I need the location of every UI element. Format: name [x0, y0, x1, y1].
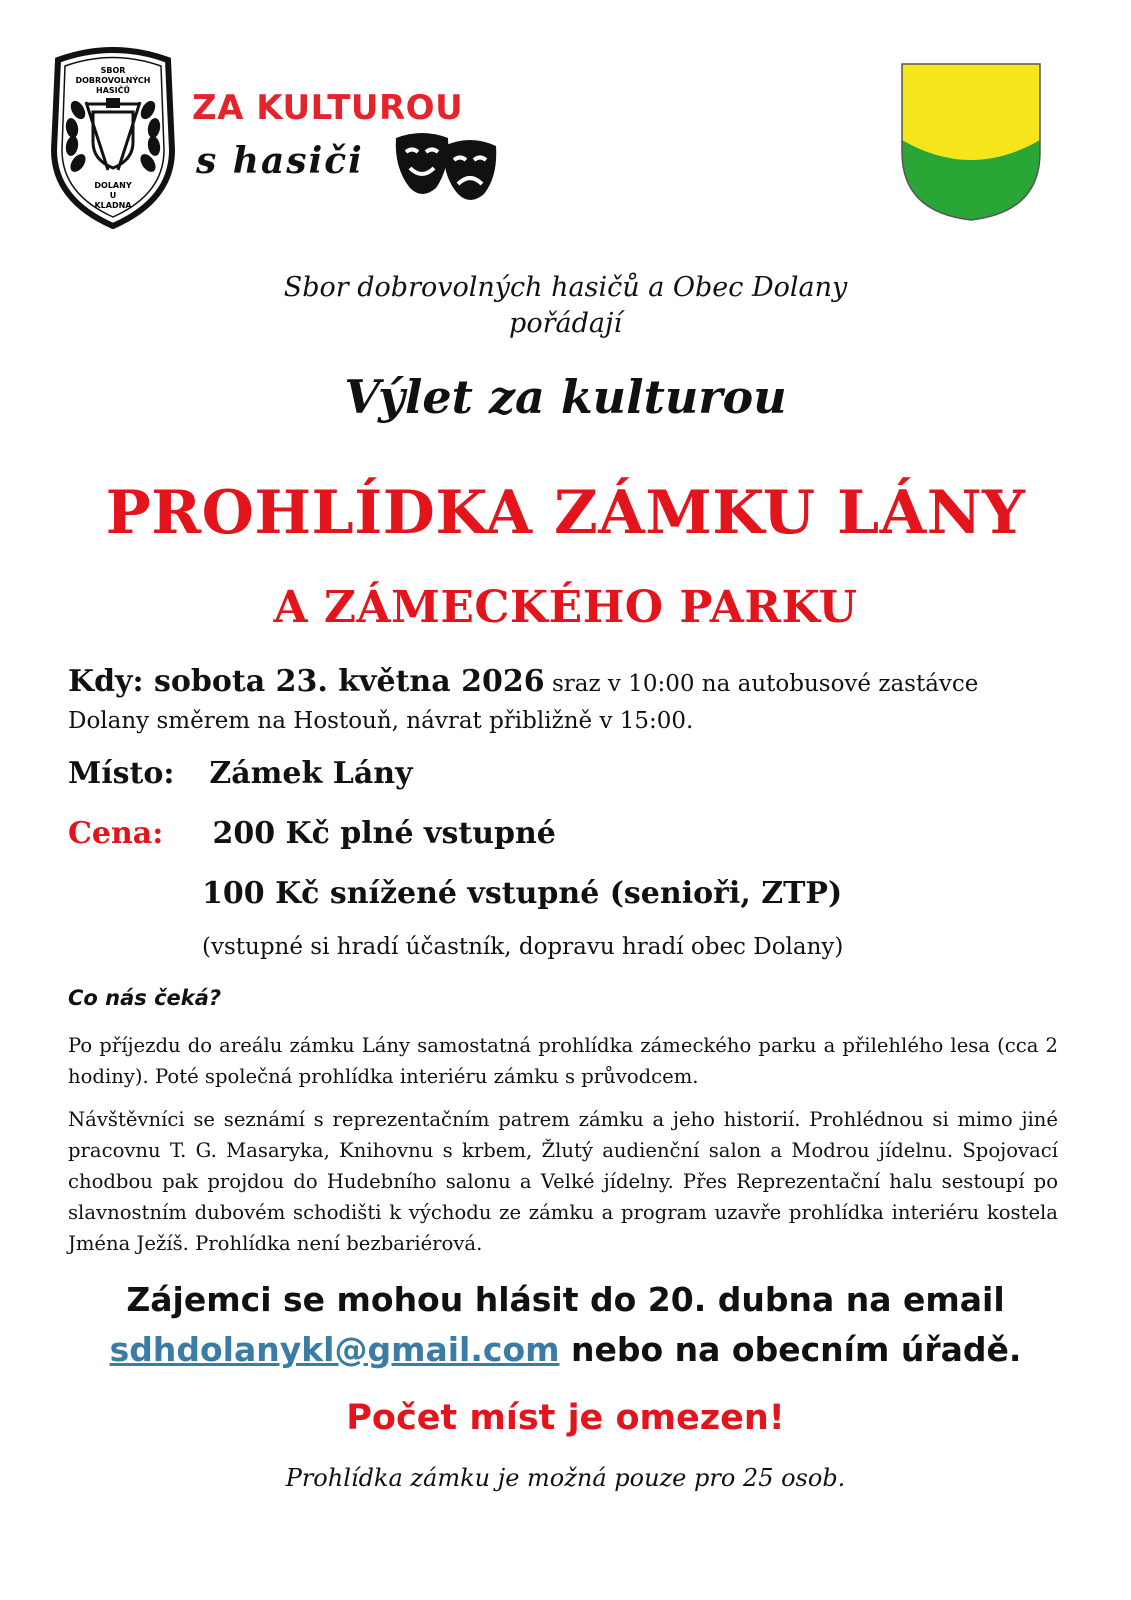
price-label: Cena:	[68, 816, 164, 851]
brand-subtitle: s hasiči	[196, 140, 364, 182]
fire-brigade-badge-logo	[48, 40, 178, 230]
organizers-names: Sbor dobrovolných hasičů a Obec Dolany	[283, 272, 848, 303]
program-paragraph-1: Po příjezdu do areálu zámku Lány samostatná prohlídka zámeckého parku a přilehlého lesa (cca 2 hodiny). Poté společná prohlídka interiéru zámku s průvodcem.	[68, 1034, 1058, 1088]
price-full: 200 Kč plné vstupné	[212, 816, 556, 851]
place-label: Místo:	[68, 756, 175, 791]
price-line	[68, 816, 556, 851]
badge-text-hasicu: HASIČŮ	[96, 86, 130, 95]
theatre-masks-icon	[392, 128, 500, 204]
when-line	[68, 664, 978, 699]
signup-line2	[0, 1330, 1131, 1369]
organizers-text	[0, 270, 1131, 342]
badge-text-dolany: DOLANY	[94, 181, 132, 190]
brand-title: ZA KULTUROU	[192, 88, 464, 128]
when-detail: sraz v 10:00 na autobusové zastávce	[551, 671, 979, 697]
price-note: (vstupné si hradí účastník, dopravu hradí obec Dolany)	[202, 934, 844, 960]
organizers-verb: pořádají	[509, 308, 622, 339]
event-title-line1: PROHLÍDKA ZÁMKU LÁNY	[105, 478, 1026, 548]
badge-text-dobrovolnych: DOBROVOLNÝCH	[75, 76, 151, 85]
expect-heading: Co nás čeká?	[68, 986, 222, 1010]
when-detail-line2: Dolany směrem na Hostouň, návrat přibližně v 15:00.	[68, 708, 694, 734]
signup-rest: nebo na obecním úřadě.	[559, 1330, 1022, 1369]
municipal-coat-of-arms	[900, 62, 1042, 222]
badge-text-kladna: KLADNA	[94, 201, 132, 210]
signup-email-link[interactable]: sdhdolanykl@gmail.com	[109, 1330, 560, 1369]
event-title-line2: A ZÁMECKÉHO PARKU	[273, 582, 858, 633]
signup-line1: Zájemci se mohou hlásit do 20. dubna na email	[126, 1280, 1005, 1319]
when-label: Kdy: sobota 23. května 2026	[68, 664, 545, 699]
place-line	[68, 756, 413, 791]
event-subtitle: Výlet za kulturou	[344, 370, 787, 424]
program-paragraph-2: Návštěvníci se seznámí s reprezentačním patrem zámku a jeho historií. Prohlédnou si mimo jiné pracovnu T. G. Masaryka, Knihovnu s krbem, Žlutý audienční salon a Modrou jídelnu. Spojovací chodbou pak projdou do Hudebního salonu a Velké jídelny. Přes Reprezentační halu sestoupí po slavnostním dubovém schodišti k východu ze zámku a program uzavře prohlídka interiéru kostela Jména Ježíš. Prohlídka není bezbariérová.	[68, 1108, 1058, 1255]
place-value: Zámek Lány	[209, 756, 413, 791]
badge-text-u: U	[109, 191, 117, 200]
price-reduced: 100 Kč snížené vstupné (senioři, ZTP)	[202, 876, 843, 911]
limited-capacity-notice: Počet míst je omezen!	[346, 1398, 785, 1438]
capacity-note: Prohlídka zámku je možná pouze pro 25 osob.	[285, 1464, 846, 1492]
badge-text-sbor: SBOR	[100, 66, 126, 75]
